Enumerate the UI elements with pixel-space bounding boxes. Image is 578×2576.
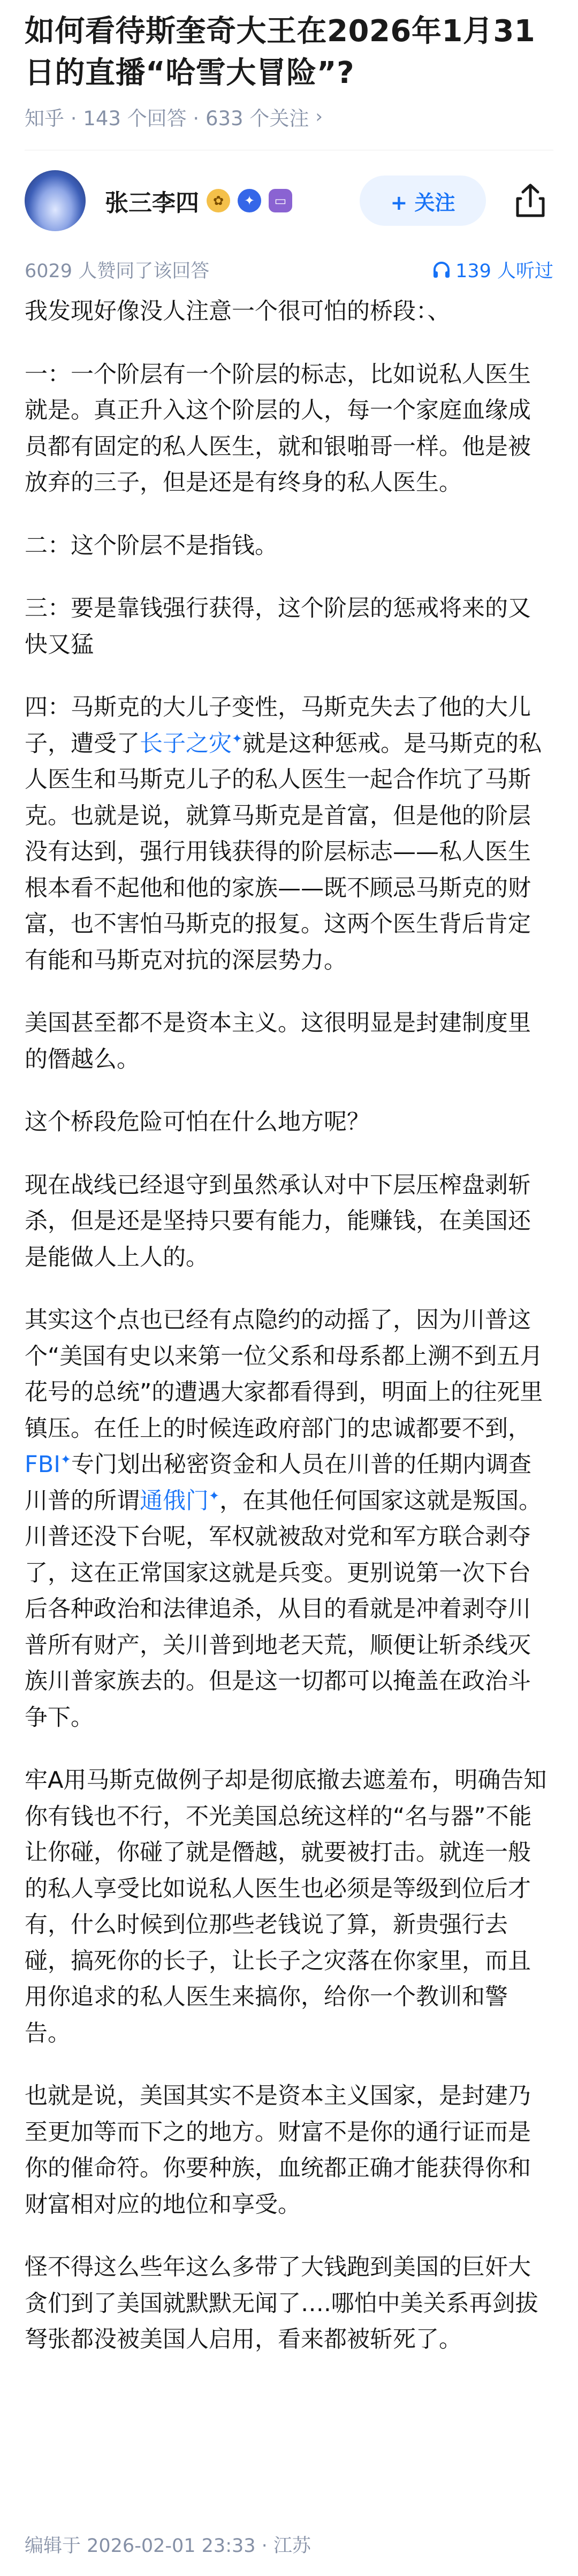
share-icon[interactable] <box>507 178 553 224</box>
listen-count: 139 人听过 <box>455 261 553 282</box>
chevron-right-icon: › <box>315 106 323 127</box>
answer-paragraph: 其实这个点也已经有点隐约的动摇了，因为川普这个“美国有史以来第一位父系和母系都上溯不到五月花号的总统”的遭遇大家都看得到，明面上的往死里镇压。在任上的时候连政府部门的忠诚都要不到，FBI✦专门划出秘密资金和人员在川普的任期内调查川普的所谓通俄门✦，在其他任何国家这就是叛国。川普还没下台呢，军权就被敌对党和军方联合剥夺了，这在正常国家这就是兵变。更别说第一次下台后各种政治和法律追杀，从目的看就是冲着剥夺川普所有财产，关川普到地老天荒，顺便让斩杀线灭族川普家族去的。但是这一切都可以掩盖在政治斗争下。 <box>25 1307 543 1731</box>
question-meta[interactable] <box>25 103 553 131</box>
link-russiagate[interactable]: 通俄门✦ <box>140 1487 220 1514</box>
question-title[interactable]: 如何看待斯奎奇大王在2026年1月31日的直播“哈雪大冒险”? <box>25 14 536 90</box>
answer-paragraph: 三：要是靠钱强行获得，这个阶层的惩戒将来的又快又猛 <box>25 595 531 658</box>
answer-content <box>0 294 578 2358</box>
answer-paragraph: 四：马斯克的大儿子变性，马斯克失去了他的大儿子，遭受了长子之灾✦就是这种惩戒。是马斯克的私人医生和马斯克儿子的私人医生一起合作坑了马斯克。也就是说，就算马斯克是首富，但是他的阶层没有达到，强行用钱获得的阶层标志——私人医生根本看不起他和他的家族——既不顾忌马斯克的财富，也不害怕马斯克的报复。这两个医生背后肯定有能和马斯克对抗的深层势力。 <box>25 694 542 974</box>
answer-stats <box>25 251 553 288</box>
answer-paragraph: 美国甚至都不是资本主义。这很明显是封建制度里的僭越么。 <box>25 1010 531 1073</box>
answer-paragraph: 现在战线已经退守到虽然承认对中下层压榨盘剥斩杀，但是还是坚持只要有能力，能赚钱，在美国还是能做人上人的。 <box>25 1171 531 1271</box>
author-row <box>25 150 553 251</box>
answer-paragraph: 这个桥段危险可怕在什么地方呢？ <box>25 1109 370 1135</box>
answer-paragraph: 我发现好像没人注意一个很可怕的桥段：、 <box>25 298 451 325</box>
follow-button[interactable]: + 关注 <box>360 176 486 226</box>
author-name[interactable]: 张三李四 <box>105 189 199 217</box>
answer-paragraph: 牢A用马斯克做例子却是彻底撤去遮羞布，明确告知你有钱也不行，不光美国总统这样的“名与器”不能让你碰，你碰了就是僭越，就要被打击。就连一般的私人享受比如说私人医生也必须是等级到位后才有，什么时候到位那些老钱说了算，新贵强行去碰，搞死你的长子，让长子之灾落在你家里，而且用你追求的私人医生来搞你，给你一个教训和警告。 <box>25 1767 547 2047</box>
edit-info: 编辑于 2026-02-01 23:33 · 江苏 <box>25 2535 311 2557</box>
answer-paragraph: 一：一个阶层有一个阶层的标志，比如说私人医生就是。真正升入这个阶层的人，每一个家庭血缘成员都有固定的私人医生，就和银啪哥一样。他是被放弃的三子，但是还是有终身的私人医生。 <box>25 361 531 496</box>
answer-paragraph: 怪不得这么些年这么多带了大钱跑到美国的巨奸大贪们到了美国就默默无闻了….哪怕中美关系再剑拔弩张都没被美国人启用，看来都被斩死了。 <box>25 2254 538 2353</box>
answer-paragraph: 二：这个阶层不是指钱。 <box>25 532 278 559</box>
chat-badge-icon[interactable]: ▭ <box>269 189 292 212</box>
listen-button[interactable] <box>432 256 553 283</box>
link-fbi[interactable]: FBI✦ <box>25 1451 72 1478</box>
level-badge-icon[interactable]: ✿ <box>207 189 230 212</box>
answer-paragraph: 也就是说，美国其实不是资本主义国家，是封建乃至更加等而下之的地方。财富不是你的通行证而是你的催命符。你要种族，血统都正确才能获得你和财富相对应的地位和享受。 <box>25 2083 531 2218</box>
question-meta-text: 知乎 · 143 个回答 · 633 个关注 <box>25 107 309 130</box>
avatar[interactable] <box>25 170 86 231</box>
agree-count: 6029 人赞同了该回答 <box>25 261 210 282</box>
verified-badge-icon[interactable]: ✦ <box>238 189 261 212</box>
link-elder-son-disaster[interactable]: 长子之灾✦ <box>140 730 243 757</box>
headphones-icon <box>432 261 451 279</box>
